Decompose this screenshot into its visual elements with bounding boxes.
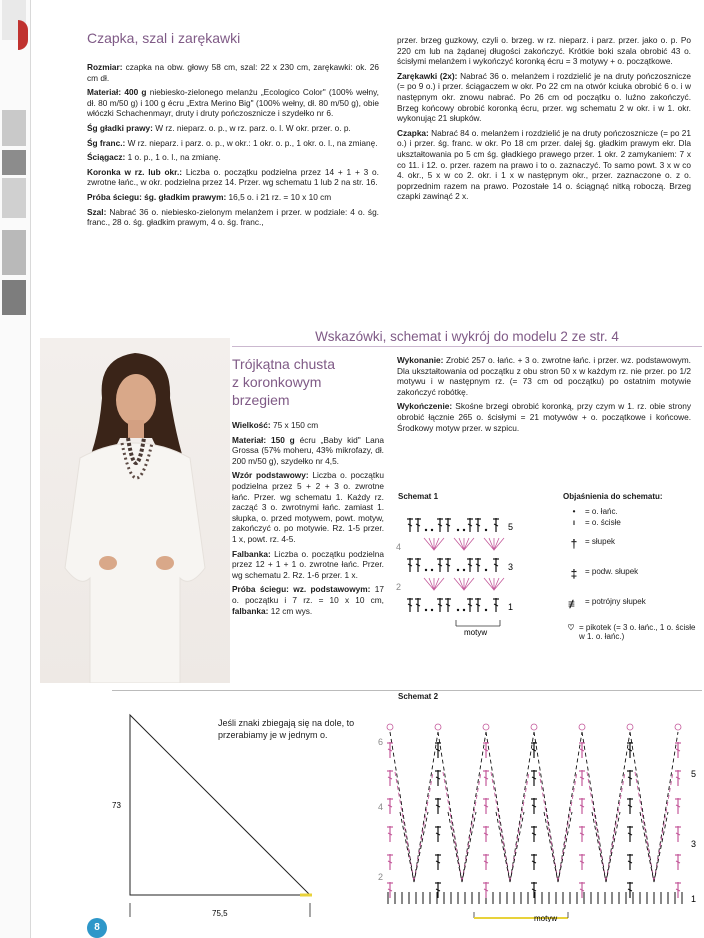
legend-title: Objaśnienia do schematu: [563, 492, 663, 501]
schemat1-row-number: 1 [508, 602, 514, 612]
paragraph [87, 62, 379, 83]
schemat2-row-number: 6 [378, 737, 384, 747]
section2-right-column [397, 355, 691, 437]
legend-symbol: ♡ [567, 623, 575, 632]
stitch-mark [675, 724, 681, 730]
paragraph-label: Próba ściegu: wz. podstawowym: [232, 584, 371, 595]
paragraph [397, 128, 691, 202]
section2-title-line: brzegiem [232, 392, 290, 408]
stitch-mark [483, 724, 489, 730]
paragraph [232, 549, 384, 581]
page-spine [0, 0, 31, 938]
section1-left-column [87, 62, 379, 232]
stitch-mark [587, 772, 625, 882]
stitch-mark [491, 772, 529, 882]
model-photo [40, 338, 230, 683]
stitch-mark [635, 772, 673, 882]
paragraph [397, 35, 691, 67]
stitch-mark [390, 732, 438, 882]
pattern-height-label: 73 [112, 801, 121, 810]
legend-symbol: • [572, 507, 576, 516]
stitch-mark [443, 772, 481, 882]
stitch-mark [486, 732, 534, 882]
stitch-mark [438, 732, 486, 882]
stitch-mark [425, 569, 427, 571]
paragraph [87, 192, 379, 203]
stitch-mark [463, 609, 465, 611]
section1-right-column [397, 35, 691, 206]
paragraph-label: Czapka: [397, 127, 429, 138]
legend-item [563, 537, 698, 551]
stitch-mark [463, 529, 465, 531]
paragraph [232, 584, 384, 616]
legend-item [563, 623, 698, 641]
paragraph [87, 152, 379, 163]
paragraph-label: Materiał: 150 g [232, 434, 295, 445]
schemat1-label: Schemat 1 [398, 492, 439, 501]
paragraph-text: 17 o. początku i 7 rz. = 10 x 10 cm, [232, 584, 384, 605]
section1-title: Czapka, szal i zarękawki [87, 30, 241, 46]
stitch-mark [435, 724, 441, 730]
paragraph [87, 167, 379, 188]
schemat2-row-number: 1 [691, 894, 697, 904]
paragraph-label: Wzór podstawowy: [232, 470, 309, 481]
stitch-mark [485, 529, 487, 531]
stitch-mark [431, 569, 433, 571]
stitch-mark [457, 569, 459, 571]
stitch-mark [457, 529, 459, 531]
paragraph [87, 207, 379, 228]
stitch-mark [431, 609, 433, 611]
legend-text: = pikotek (= 3 o. łańc., 1 o. ścisłe w 1. o. łańc.) [578, 623, 696, 641]
paragraph-label: Rozmiar: [87, 62, 123, 72]
paragraph-text: Zrobić 257 o. łańc. + 3 o. zwrotne łańc. i przer. wz. podstawowym. Dla ukształtowania od początku z obu stron 50 x w każdym rz. nie przer. po 1/2 motywu i w następnym rz. (= 73 cm od początku) po ostatnim motywie zakończyć robótkę. [397, 355, 691, 397]
stitch-mark [387, 724, 393, 730]
paragraph-text: Nabrać 84 o. melanżem i rozdzielić je na druty pończosznicze (= po 21 o.) i przer. śg. franc. w okr. Po 18 cm przer. dalej śg. gładkim prawym ekr. Dla ukształtowania po 5 cm śg. gładkiego prawego przer. 1 okr. 2 zamykaniem: 7 x co 11. i 12. o. przer. razem na prawo i to o. zaznaczyć. To samo powt. 3 x w co 4. okr., 5 x w co 2. okr. i 1 x w następnym okr., przer. zaznaczone o. z o. poprzednim razem na prawo. Pozostałe 14 o. ściągnąć nitką roboczą. Brzeg czapki zawinąć 2 x. [397, 127, 692, 202]
paragraph-text: Skośne brzegi obrobić koronką, przy czym w 1. rz. obie strony obrobić łącznie 265 o. ścisłymi = 21 motywów + o. początkowe i końcowe. Środkowy motyw przer. w szpicu. [397, 401, 691, 433]
paragraph-text: W rz. nieparz. i parz. o. p., w okr.: 1 okr. o. p., 1 okr. o. l., na zmianę. [125, 137, 378, 148]
model-illustration [40, 338, 230, 683]
paragraph-text: Nabrać 36 o. melanżem i rozdzielić je na druty pończosznicze (= po 9 o.) i przer. ściągaczem w okr. Po 22 cm na otwór kciuka obrobić 6 o. i w następnym okr. znowu nabrać. Po 26 cm od początku o. luźno zakończyć. Brzeg końcowy obrobić koronką écru, przer. wg schematu 2 w okr. i w 1. okr. wykonując 21 słupków. [397, 70, 691, 124]
paragraph-text: przer. brzeg guzkowy, czyli o. brzeg. w rz. nieparz. i parz. przer. jako o. p. Po 220 cm lub na żądanej długości zakończyć. Krótkie boki szala obrobić 43 o. ścisłymi melanżem i wykończyć koronką écru = 3 motywy + o. początkowe. [397, 35, 691, 67]
stitch-mark [463, 569, 465, 571]
paragraph-label: Wykonanie: [397, 355, 444, 365]
paragraph-label: Materiał: 400 g [87, 87, 147, 98]
stitch-mark [457, 609, 459, 611]
stitch-mark [454, 578, 474, 590]
schemat1-stitches [407, 518, 504, 612]
paragraph-text: 1 o. p., 1 o. l., na zmianę. [125, 152, 221, 163]
section2-header: Wskazówki, schemat i wykrój do modelu 2 ze str. 4 [232, 329, 702, 347]
paragraph-label: Falbanka: [232, 548, 271, 559]
legend-text: = słupek [585, 537, 616, 546]
paragraph-label: falbanka: [232, 605, 269, 616]
stitch-mark [534, 732, 582, 882]
stitch-mark [425, 529, 427, 531]
paragraph [87, 87, 379, 119]
paragraph [397, 355, 691, 397]
paragraph-label: Wielkość: [232, 420, 271, 430]
stitch-mark [485, 569, 487, 571]
stitch-mark [395, 772, 433, 882]
section-divider [112, 690, 702, 691]
paragraph-text: Nabrać 36 o. niebiesko-zielonym melanżem i przer. w podziale: 4 o. śg. franc., 28 o. śg. gładkim prawym, 4 o. śg. franc., [87, 206, 379, 228]
stitch-mark [539, 772, 577, 882]
section2-middle-column [232, 420, 384, 620]
stitch-mark [579, 724, 585, 730]
paragraph [232, 470, 384, 544]
section2-title [232, 355, 335, 409]
paragraph-text: 75 x 150 cm [270, 420, 319, 430]
paragraph-text: 12 cm wys. [268, 605, 313, 616]
stitch-mark [531, 724, 537, 730]
legend-item [563, 518, 698, 527]
paragraph-label: Śg franc.: [87, 137, 126, 148]
paragraph [232, 435, 384, 467]
legend-symbol: † [570, 537, 578, 551]
paragraph-label: Zarękawki (2x): [397, 70, 458, 81]
schemat2-row-number: 3 [691, 839, 697, 849]
schemat1-diagram [396, 508, 526, 640]
schemat2-motif-label: motyw [534, 914, 558, 922]
paragraph [397, 71, 691, 124]
schemat1-motif-label: motyw [464, 628, 488, 637]
legend [563, 492, 698, 641]
stitch-mark [627, 724, 633, 730]
paragraph [87, 123, 379, 134]
section2-title-line: Trójkątna chusta [232, 356, 335, 372]
stitch-mark [582, 732, 630, 882]
paragraph-text: Liczba o. początku podzielna przez 12 + 1 + 1 o. zwrotne łańc. Przer. wg schematu 2. Rz. 1-6 przer. 1 x. [232, 548, 384, 580]
paragraph-label: Wykończenie: [397, 401, 453, 412]
legend-symbol: ı [572, 518, 576, 527]
paragraph-text: 16,5 o. i 21 rz. = 10 x 10 cm [226, 191, 332, 202]
schemat2-row-number: 4 [378, 802, 384, 812]
stitch-mark [454, 538, 474, 550]
paragraph-label: Szal: [87, 206, 107, 217]
paragraph-text: Liczba o. początku podzielna przez 5 + 2 + 3 o. zwrotne łańc. Przer. wg schematu 1. Każdy rz. zacząć 3 o. zwrotnymi łańc. zamiast 1. słupka, o. przed motywem, powt. motyw, zakończyć o. po motywie. Rz. 1-5 przer. 1 x, powt. rz. 4-5. [232, 470, 384, 544]
legend-text: = o. ścisłe [585, 518, 621, 527]
paragraph [87, 138, 379, 149]
schemat1-row-number: 4 [396, 542, 402, 552]
schemat1-row-number: 5 [508, 522, 514, 532]
paragraph [232, 420, 384, 431]
section2-title-line: z koronkowym [232, 374, 322, 390]
schemat2-diagram [376, 712, 700, 922]
schemat1-row-number: 3 [508, 562, 514, 572]
paragraph-label: Śg gładki prawy: [87, 122, 153, 133]
legend-text: = potrójny słupek [585, 597, 646, 606]
schemat2-label: Schemat 2 [398, 692, 439, 701]
stitch-mark [484, 578, 504, 590]
paragraph-label: Próba ściegu: śg. gładkim prawym: [87, 191, 227, 202]
stitch-mark [485, 609, 487, 611]
legend-text: = o. łańc. [585, 507, 618, 516]
pattern-width-label: 75,5 [212, 909, 228, 918]
schemat2-stitches [387, 724, 682, 904]
stitch-mark [424, 578, 444, 590]
stitch-mark [424, 538, 444, 550]
paragraph [397, 401, 691, 433]
legend-item [563, 567, 698, 581]
stitch-mark [425, 609, 427, 611]
paragraph-text: écru „Baby kid" Lana Grossa (57% moheru, 43% mikrofazy, dł. 200 m/50 g), szydełko nr 4,5. [232, 434, 384, 466]
legend-text: = podw. słupek [585, 567, 639, 576]
paragraph-label: Ściągacz: [87, 152, 126, 163]
schemat2-row-number: 2 [378, 872, 384, 882]
pattern-note: Jeśli znaki zbiegają się na dole, to przerabiamy je w jednym o. [218, 718, 355, 740]
page-number: 8 [87, 918, 107, 938]
stitch-mark [431, 529, 433, 531]
legend-symbol: ‡ [570, 567, 578, 581]
schemat1-row-number: 2 [396, 582, 402, 592]
legend-item [563, 597, 698, 611]
paragraph-label: Koronka w rz. lub okr.: [87, 166, 183, 177]
paragraph-text: niebiesko-zielonego melanżu „Ecologico Color" (100% wełny, dł. 80 m/50 g) i 100 g écru „Extra Merino Big" (100% wełny, dł. 80 m/50 g), obie włóczki Schachenmayr, druty i druty pończosznicze i szydełko nr 6. [87, 87, 379, 119]
legend-item [563, 507, 698, 516]
stitch-mark [484, 538, 504, 550]
paragraph-text: W rz. nieparz. o. p., w rz. parz. o. l. W okr. przer. o. p. [152, 122, 351, 133]
schemat2-row-number: 5 [691, 769, 697, 779]
paragraph-text: Liczba o. początku podzielna przez 14 + 1 + 3 o. zwrotne łańc., w okr. podzielna przez 14. Przer. wg schematu 1 lub 2 na str. 16. [87, 166, 379, 188]
stitch-mark [630, 732, 678, 882]
paragraph-text: czapka na obw. głowy 58 cm, szal: 22 x 230 cm, zarękawki: ok. 26 cm dł. [87, 62, 379, 83]
legend-symbol: ≢ [568, 597, 580, 611]
